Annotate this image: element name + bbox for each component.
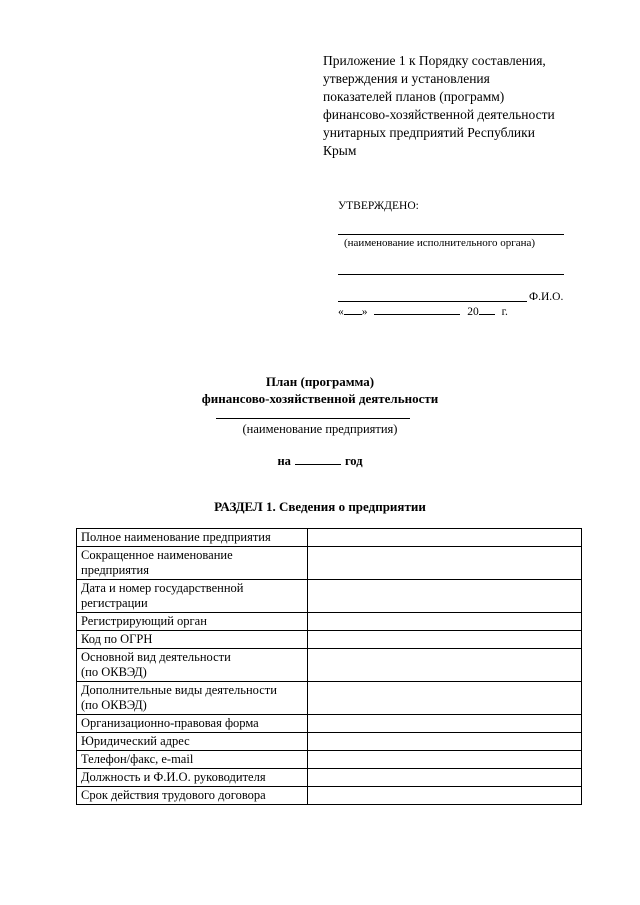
- approval-date: [338, 304, 508, 318]
- row-label-line: Регистрирующий орган: [81, 614, 207, 628]
- row-label-line: (по ОКВЭД): [81, 665, 147, 679]
- table-row: [77, 547, 582, 580]
- table-row: [77, 649, 582, 682]
- row-value-cell[interactable]: [308, 787, 582, 805]
- table-row: [77, 751, 582, 769]
- annex-line: утверждения и установления: [323, 71, 490, 86]
- authority-line: [338, 234, 564, 235]
- fio-label: Ф.И.О.: [529, 291, 564, 303]
- row-value-cell[interactable]: [308, 649, 582, 682]
- row-value-cell[interactable]: [308, 715, 582, 733]
- year-blank: [479, 304, 495, 315]
- annex-line: финансово-хозяйственной деятельности: [323, 107, 555, 122]
- table-row: [77, 715, 582, 733]
- row-label-line: Основной вид деятельности: [81, 650, 231, 664]
- annex-line: Приложение 1 к Порядку составления,: [323, 53, 546, 68]
- plan-year-prefix: на: [277, 454, 291, 468]
- section-heading: РАЗДЕЛ 1. Сведения о предприятии: [214, 499, 426, 514]
- row-label: [77, 751, 308, 769]
- authority-hint: (наименование исполнительного органа): [344, 237, 536, 249]
- row-label-line: Юридический адрес: [81, 734, 190, 748]
- table-row: [77, 682, 582, 715]
- row-value-cell[interactable]: [308, 613, 582, 631]
- table-row: [77, 631, 582, 649]
- second-line: [338, 274, 564, 275]
- row-label: [77, 649, 308, 682]
- annex-note: [323, 52, 623, 160]
- enterprise-info-table: [76, 528, 582, 805]
- annex-line: Крым: [323, 143, 357, 158]
- row-label: [77, 682, 308, 715]
- row-value-cell[interactable]: [308, 580, 582, 613]
- table-row: [77, 787, 582, 805]
- table-row: [77, 733, 582, 751]
- row-label: [77, 769, 308, 787]
- plan-year-blank: [295, 454, 341, 465]
- row-label-line: Организационно-правовая форма: [81, 716, 259, 730]
- row-label: [77, 529, 308, 547]
- row-value-cell[interactable]: [308, 682, 582, 715]
- row-label-line: Телефон/факс, e-mail: [81, 752, 194, 766]
- row-label-line: регистрации: [81, 596, 148, 610]
- row-value-cell[interactable]: [308, 769, 582, 787]
- row-label-line: Должность и Ф.И.О. руководителя: [81, 770, 266, 784]
- fio-line: [338, 301, 527, 302]
- plan-title-line2: финансово-хозяйственной деятельности: [201, 391, 439, 406]
- row-value-cell[interactable]: [308, 751, 582, 769]
- row-value-cell[interactable]: [308, 547, 582, 580]
- row-label-line: предприятия: [81, 563, 149, 577]
- row-label: [77, 613, 308, 631]
- annex-line: показателей планов (программ): [323, 89, 505, 104]
- row-label-line: Сокращенное наименование: [81, 548, 233, 562]
- row-value-cell[interactable]: [308, 733, 582, 751]
- table-row: [77, 580, 582, 613]
- enterprise-name-line: [216, 418, 410, 419]
- table-row: [77, 529, 582, 547]
- table-row: [77, 769, 582, 787]
- date-close-quote: »: [361, 306, 368, 318]
- plan-title-line1: План (программа): [265, 374, 375, 389]
- plan-year: [0, 454, 640, 469]
- row-label: [77, 715, 308, 733]
- year-prefix: 20: [467, 306, 479, 318]
- row-label-line: Код по ОГРН: [81, 632, 153, 646]
- row-label: [77, 733, 308, 751]
- row-label: [77, 580, 308, 613]
- row-value-cell[interactable]: [308, 631, 582, 649]
- row-label-line: Срок действия трудового договора: [81, 788, 266, 802]
- row-label: [77, 787, 308, 805]
- table-row: [77, 613, 582, 631]
- month-blank: [374, 304, 460, 315]
- date-open-quote: «: [338, 306, 344, 318]
- enterprise-hint: (наименование предприятия): [242, 422, 398, 436]
- row-label-line: (по ОКВЭД): [81, 698, 147, 712]
- day-blank: [344, 304, 362, 315]
- plan-year-suffix: год: [344, 454, 363, 468]
- row-label: [77, 631, 308, 649]
- row-label-line: Дата и номер государственной: [81, 581, 244, 595]
- row-value-cell[interactable]: [308, 529, 582, 547]
- row-label-line: Полное наименование предприятия: [81, 530, 271, 544]
- row-label-line: Дополнительные виды деятельности: [81, 683, 277, 697]
- approved-label: УТВЕРЖДЕНО:: [338, 200, 419, 212]
- annex-line: унитарных предприятий Республики: [323, 125, 535, 140]
- row-label: [77, 547, 308, 580]
- year-suffix: г.: [501, 306, 508, 318]
